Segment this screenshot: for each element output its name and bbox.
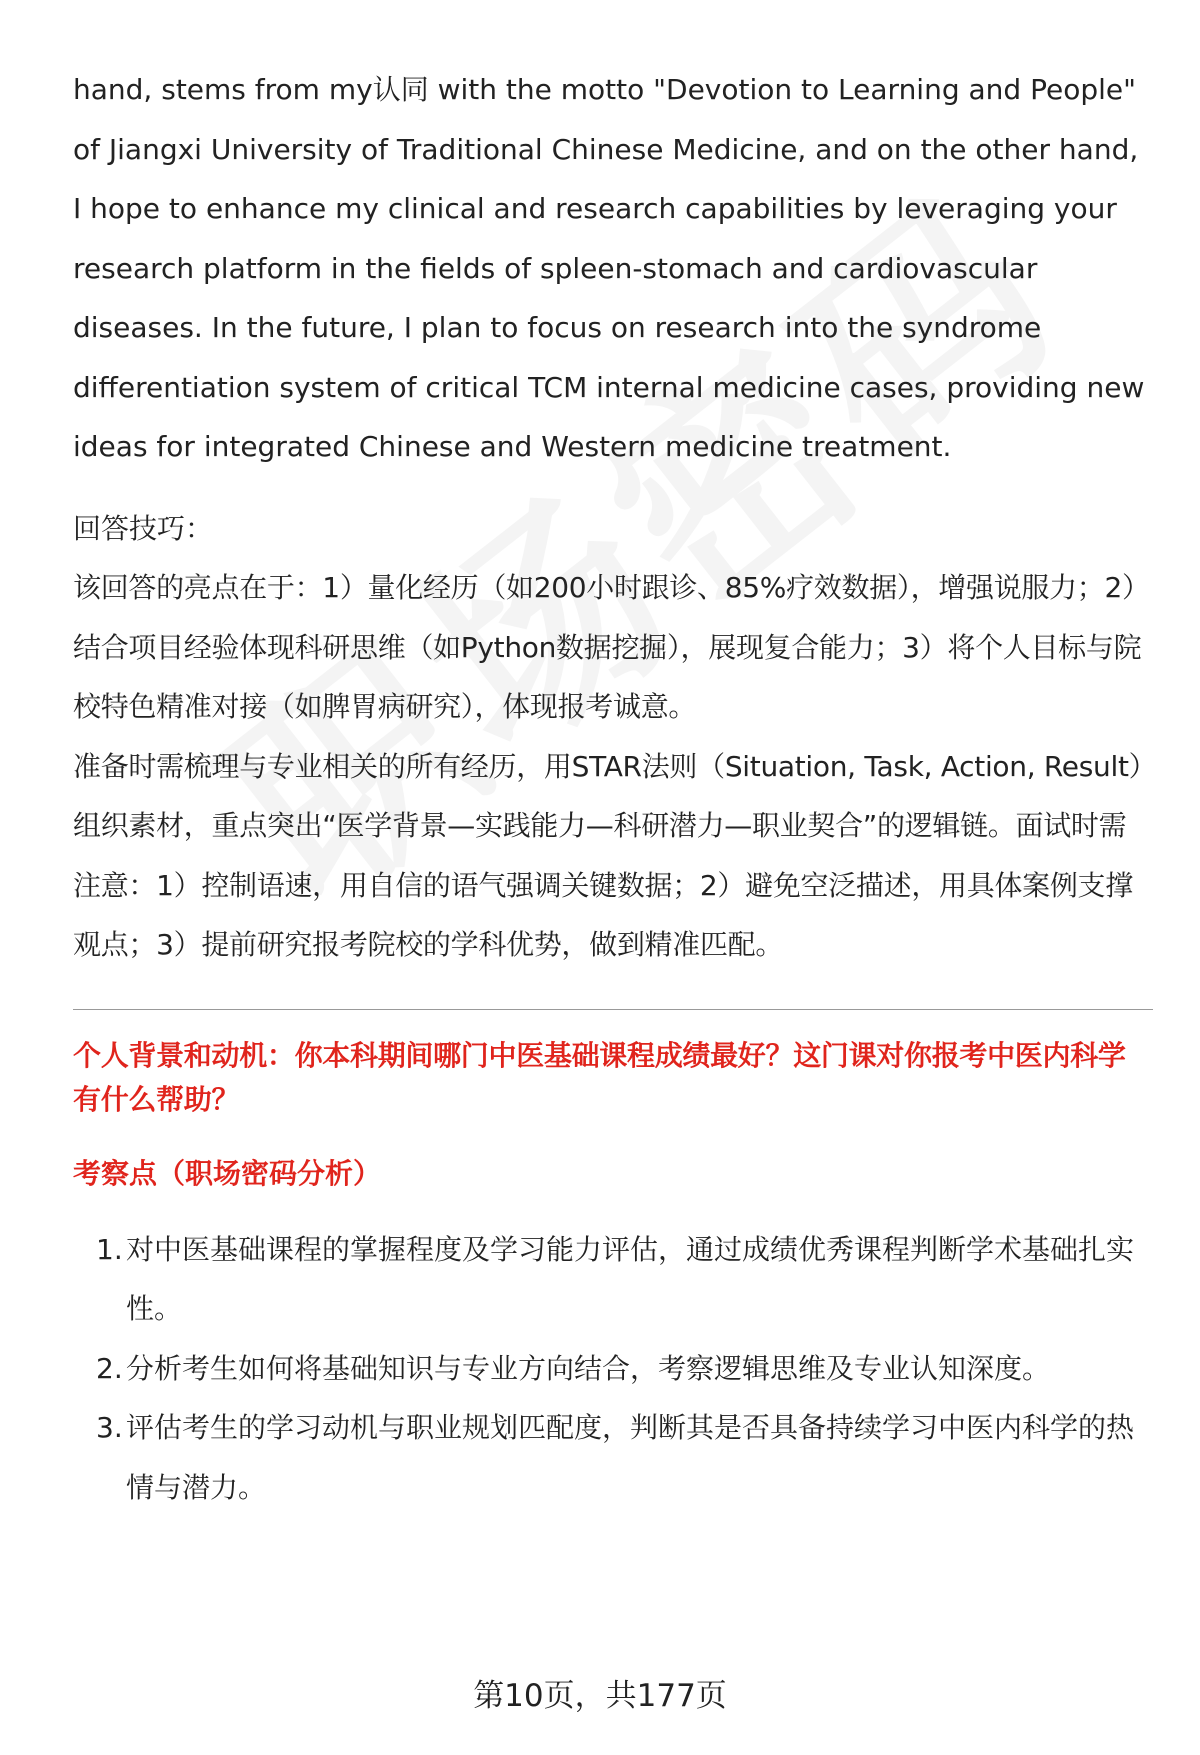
assessment-list <box>73 1220 1153 1518</box>
section-divider <box>73 1009 1153 1010</box>
question-title: 个人背景和动机：你本科期间哪门中医基础课程成绩最好？这门课对你报考中医内科学有什么帮助？ <box>73 1038 1126 1116</box>
answer-paragraph: hand, stems from my认同 with the motto "Devotion to Learning and People" of Jiangxi University of Traditional Chinese Medicine, and on the other hand, I hope to enhance my clinical and research capabilities by leveraging your research platform in the fields of spleen-stomach and cardiovascular diseases. In the future, I plan to focus on research into the syndrome differentiation system of critical TCM internal medicine cases, providing new ideas for integrated Chinese and Western medicine treatment. <box>73 73 1145 463</box>
tips-paragraph-2: 准备时需梳理与专业相关的所有经历，用STAR法则（Situation, Task, Action, Result）组织素材，重点突出“医学背景—实践能力—科研潜力—职业契合”的逻辑链。面试时需注意：1）控制语速，用自信的语气强调关键数据；2）避免空泛描述，用具体案例支撑观点；3）提前研究报考院校的学科优势，做到精准匹配。 <box>73 749 1143 961</box>
list-item-text: 对中医基础课程的掌握程度及学习能力评估，通过成绩优秀课程判断学术基础扎实性。 <box>126 1232 1135 1325</box>
page-content <box>73 60 1153 1517</box>
page-footer: 第10页，共177页 <box>473 1678 727 1714</box>
tips-paragraph-1: 该回答的亮点在于：1）量化经历（如200小时跟诊、85%疗效数据），增强说服力；2）结合项目经验体现科研思维（如Python数据挖掘），展现复合能力；3）将个人目标与院校特色精准对接（如脾胃病研究），体现报考诚意。 <box>73 571 1150 723</box>
list-item-text: 评估考生的学习动机与职业规划匹配度，判断其是否具备持续学习中医内科学的热情与潜力。 <box>126 1411 1135 1504</box>
list-item-number: 1. <box>96 1232 123 1266</box>
list-item <box>73 1220 1153 1339</box>
assessment-title: 考察点（职场密码分析） <box>73 1156 382 1190</box>
list-item-number: 3. <box>96 1411 123 1444</box>
list-item <box>73 1398 1153 1517</box>
tips-title: 回答技巧： <box>73 511 214 545</box>
list-item-number: 2. <box>96 1351 123 1385</box>
list-item-text: 分析考生如何将基础知识与专业方向结合，考察逻辑思维及专业认知深度。 <box>126 1351 1051 1385</box>
list-item <box>73 1339 1153 1399</box>
